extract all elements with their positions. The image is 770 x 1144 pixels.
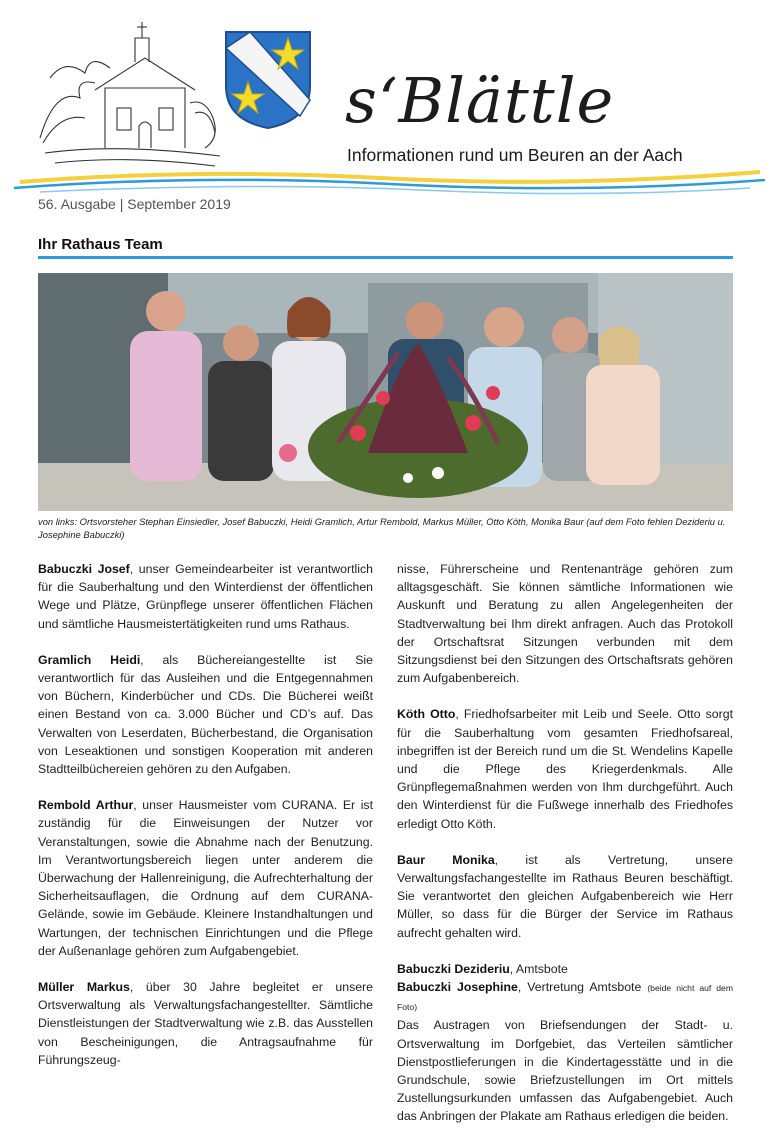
newsletter-title: s‘Blättle — [345, 64, 615, 137]
article-text: , als Büchereiangestellte ist Sie verantwortlich für das Ausleihen und die Entgegennahmen von Büchern, Kinderbücher und CDs. Die Bücherei weißt einen Bestand von ca. 3.000 Bücher und CD’s auf. Das Verwalten von Leserdaten, Bücherbestand, die Organisation von Leseaktionen und sonstigen Kooperation mit anderen Stadtteilbüchereien gehören zu den Aufgaben. — [38, 652, 373, 777]
person-name: Rembold Arthur — [38, 798, 134, 813]
article-text: , unser Gemeindearbeiter ist verantwortlich für die Sauberhaltung und den Winterdienst der öffentlichen Wege und Plätze, Grünpflege unserer öffentlichen Flächen und sämtliche Hausmeistertätigkeiten rund ums Rathaus. — [38, 562, 373, 631]
article-text: , unser Hausmeister vom CURANA. Er ist zuständig für die Einweisungen der Nutzer vor Veranstaltungen, sowie die Abnahme nach der Benutzung. Im Verantwortungsbereich liegen unter anderem die Überwachung der Hallenreinigung, die Aufrechterhaltung der Sicherheitsauflagen, die Ordnung auf dem CURANA-Gelände, sowie im Gebäude. Kleinere Instandhaltungen und Wartungen, der technischen Einrichtungen und die Pflege der Außenanlage gehören zum Aufgabengebiet. — [38, 798, 373, 958]
article-josephine — [397, 978, 733, 1016]
section-title: Ihr Rathaus Team — [38, 236, 163, 253]
article-dezideriu — [397, 960, 733, 978]
article-josephine-body — [397, 1016, 733, 1125]
photo-caption: von links: Ortsvorsteher Stephan Einsiedler, Josef Babuczki, Heidi Gramlich, Artur Rembold, Markus Müller, Otto Köth, Monika Baur (auf dem Foto fehlen Dezideriu u. Josephine Babuczki) — [38, 516, 726, 540]
article-monika — [397, 851, 733, 942]
article-column-left — [38, 560, 373, 1069]
person-name: Müller Markus — [38, 980, 130, 995]
person-name: Baur Monika — [397, 852, 495, 867]
issue-label: 56. Ausgabe | September 2019 — [38, 196, 231, 212]
article-text: , Friedhofsarbeiter mit Leib und Seele. Otto sorgt für die Sauberhaltung vom gesamten Friedhofsareal, inbegriffen ist der Bereich rund um die St. Wendelins Kapelle und die Pflege des Kriegerdenkmals. Alle Grünpflegemaßnahmen werden von Ihm durchgeführt. Auch den Winterdienst für die Fußwege innerhalb des Friedhofes erledigt Otto Köth. — [397, 707, 733, 831]
article-otto — [397, 705, 733, 832]
section-divider — [38, 256, 733, 259]
article-text: nisse, Führerscheine und Rentenanträge gehören zum alltagsgeschäft. Sie können sämtliche Informationen wie Auskunft und Beratung zu allen Angelegenheiten der Stadtverwaltung bei Ihm direkt anfragen. Auch das Protokoll der Ortschaftsrat Sitzungen verbunden mit dem Sitzungsdienst bei den Sitzungen des Ortschaftsrats gehören zum Aufgabenbereich. — [397, 562, 733, 686]
article-text: , ist als Vertretung, unsere Verwaltungsfachangestellte im Rathaus Beuren beschäftigt. Sie verantwortet den gleichen Aufgabenbereich wie Herr Müller, so dass für die Bürger der Service im Rathaus aufrecht gehalten wird. — [397, 852, 734, 940]
person-name: Babuczki Josef — [38, 562, 130, 576]
photo-note: (beide nicht auf dem Foto) — [397, 983, 733, 1013]
team-photo — [38, 273, 733, 511]
person-name: Köth Otto — [397, 707, 456, 722]
church-sketch-illustration — [35, 18, 225, 178]
person-name: Babuczki Josephine — [397, 980, 518, 995]
article-text: Das Austragen von Briefsendungen der Stadt- u. Ortsverwaltung im Dorfgebiet, das Verteilen sämtlicher Dienstpostlieferungen in die Kindertagesstätte und in die Grundschule, sowie Briefzustellungen im Ort mittels Zustellungsurkunden umfassen das Aufgabengebiet. Auch das Anbringen der Plakate am Rathaus erledigen die beiden. — [397, 1018, 733, 1124]
coat-of-arms-crest — [222, 28, 314, 132]
article-markus-continued — [397, 560, 733, 687]
article-text: , Vertretung Amtsbote — [517, 980, 648, 995]
article-arthur — [38, 796, 373, 960]
person-name: Babuczki Dezideriu — [397, 961, 510, 976]
header-swoosh-decoration — [0, 160, 770, 200]
article-text: , Amtsbote — [509, 961, 568, 976]
article-text: , über 30 Jahre begleitet er unsere Ortsverwaltung als Verwaltungsfachangestellter. Sämtliche Dienstleistungen der Stadtverwaltung wie z.B. das Ausstellen von Bescheinigungen, die Antragsaufnahme für Führungszeug- — [38, 980, 373, 1067]
article-josef — [38, 560, 373, 633]
article-column-right — [397, 560, 733, 1144]
newsletter-tagline: Informationen rund um Beuren an der Aach — [347, 145, 683, 165]
person-name: Gramlich Heidi — [38, 652, 141, 667]
article-heidi — [38, 651, 373, 778]
